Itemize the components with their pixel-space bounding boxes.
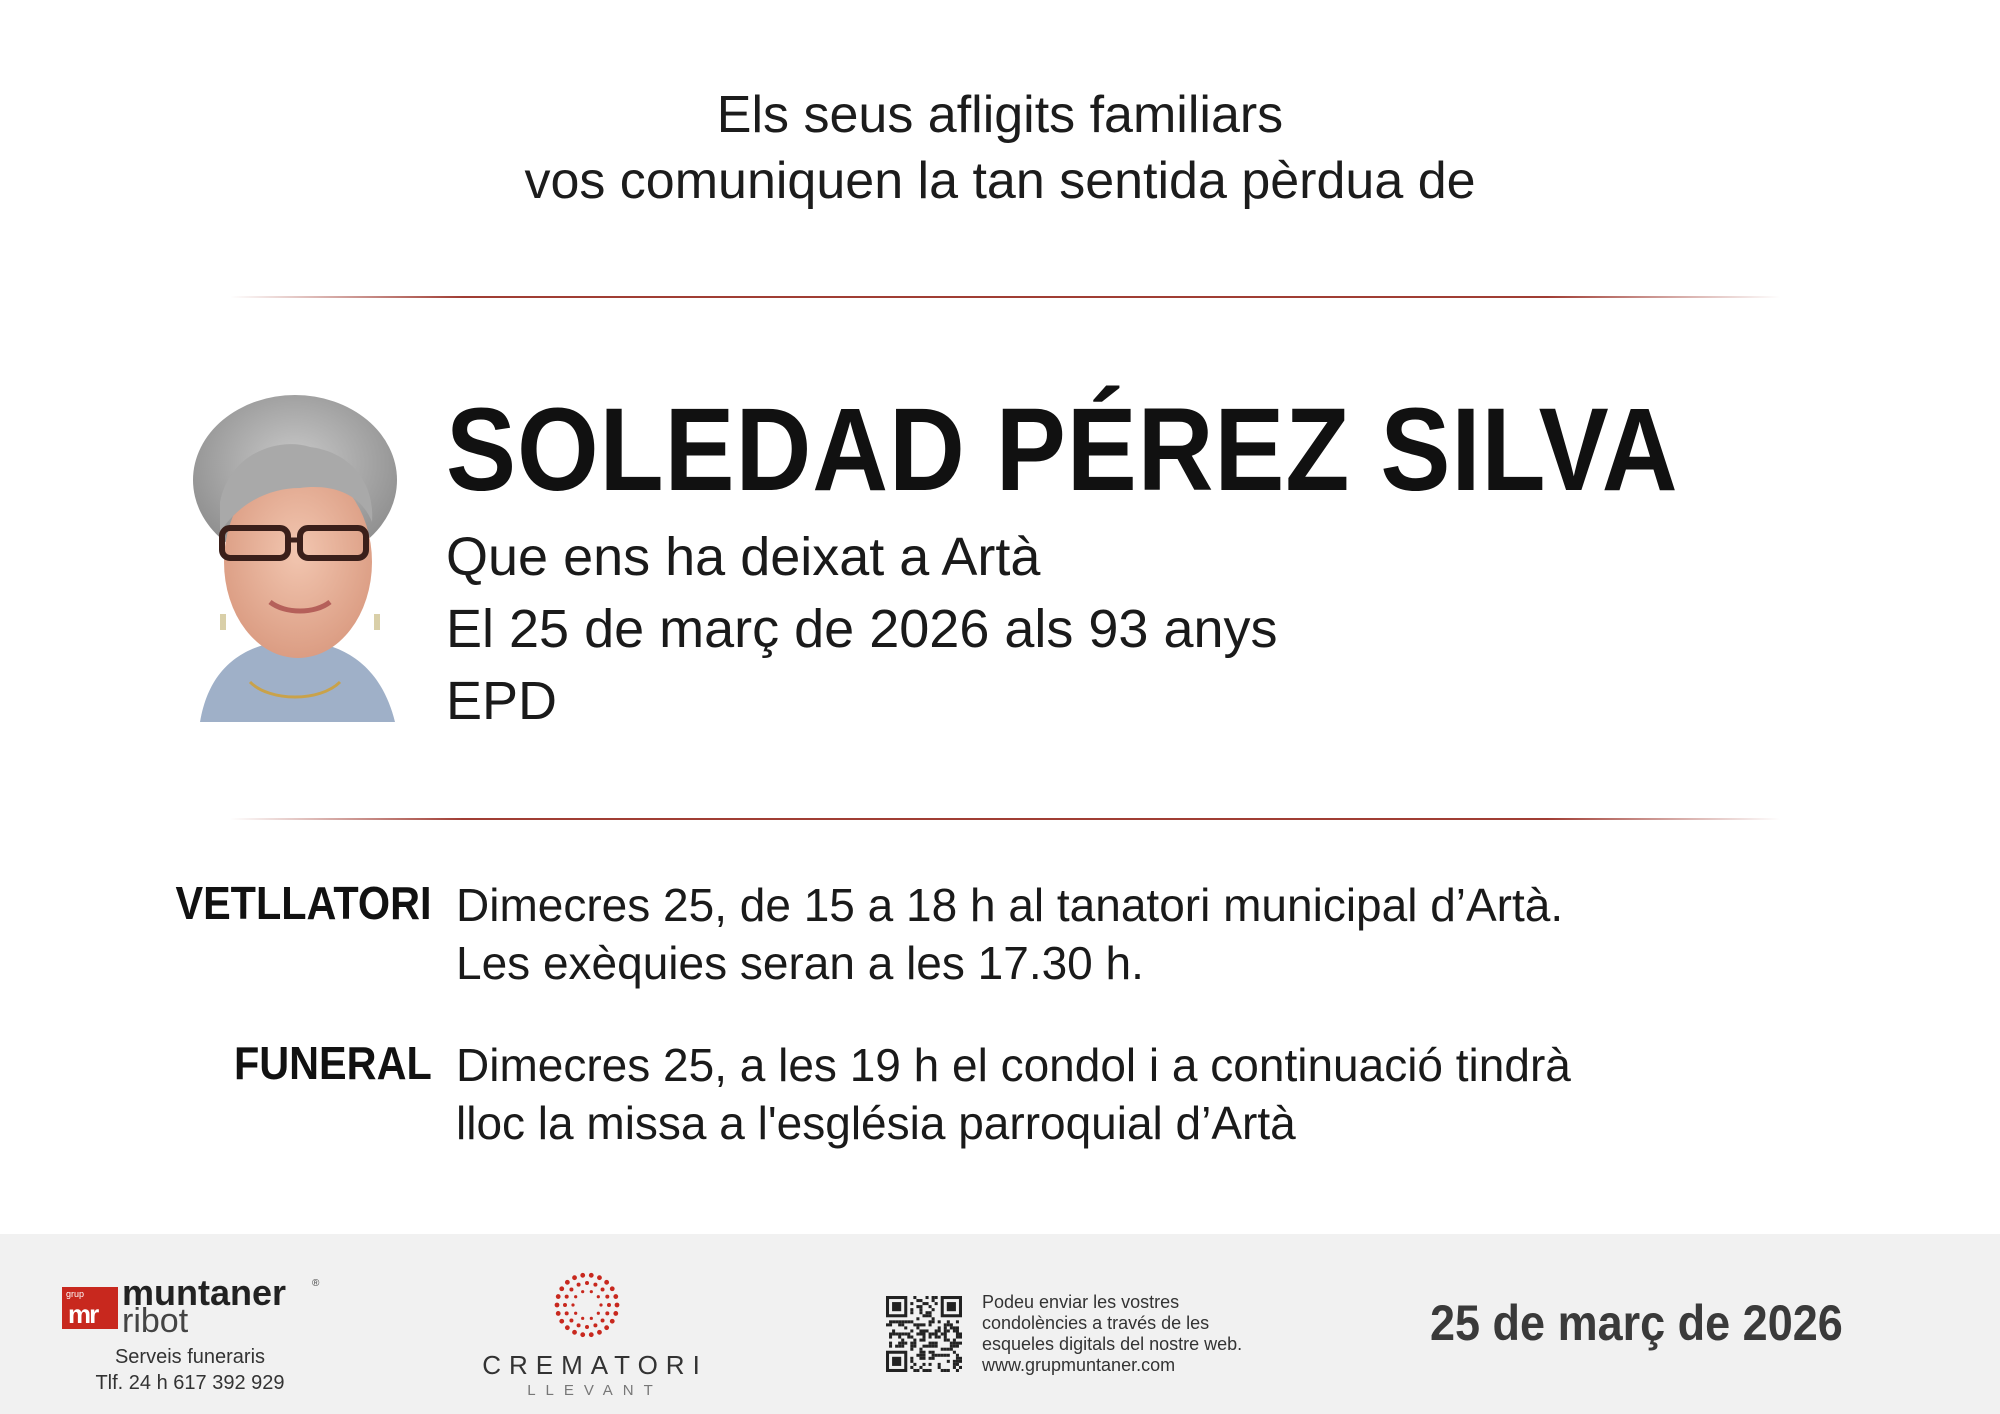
crematori-subtitle: LLEVANT [527, 1382, 663, 1399]
bottom-divider [230, 818, 1780, 820]
brand-name-line-2: ribot [122, 1302, 189, 1340]
intro-line-2: vos comuniquen la tan sentida pèrdua de [524, 152, 1476, 210]
footer-date: 25 de març de 2026 [1430, 1295, 1843, 1351]
deceased-name: SOLEDAD PÉREZ SILVA [446, 384, 1679, 516]
vetllatori-details [456, 876, 1563, 992]
top-divider [230, 296, 1780, 298]
crematori-name: CREMATORI [482, 1350, 708, 1380]
vetllatori-line-1: Dimecres 25, de 15 a 18 h al tanatori municipal d’Artà. [456, 879, 1564, 931]
vetllatori-label: VETLLATORI [175, 877, 432, 929]
condolences-line-2: condolències a través de les [982, 1313, 1210, 1333]
funeral-services-label: Serveis funeraris [114, 1346, 266, 1368]
deceased-place: Que ens ha deixat a Artà [446, 527, 1041, 587]
footer-bar [0, 1234, 2000, 1414]
intro-line-1: Els seus afligits familiars [716, 86, 1284, 144]
qr-code-icon[interactable] [886, 1296, 962, 1372]
intro-text [0, 82, 2000, 214]
condolences-line-1: Podeu enviar les vostres [982, 1292, 1180, 1312]
deceased-epd: EPD [446, 671, 558, 731]
funeral-line-2: lloc la missa a l'església parroquial d’Artà [456, 1097, 1296, 1149]
funeral-details [456, 1036, 1571, 1152]
funeral-phone: Tlf. 24 h 617 392 929 [95, 1372, 285, 1394]
funeral-line-1: Dimecres 25, a les 19 h el condol i a continuació tindrà [456, 1039, 1571, 1091]
deceased-date-age: El 25 de març de 2026 als 93 anys [446, 599, 1278, 659]
condolences-website-link[interactable]: www.grupmuntaner.com [982, 1355, 1176, 1375]
crematori-logo-icon [552, 1270, 622, 1340]
registered-mark: ® [312, 1278, 320, 1289]
logo-mark-text: mr [68, 1299, 98, 1329]
muntaner-ribot-logo-icon [62, 1287, 118, 1329]
funeral-label: FUNERAL [234, 1037, 432, 1089]
brand-name-line-1: muntaner [122, 1272, 287, 1313]
deceased-portrait [190, 392, 400, 737]
vetllatori-line-2: Les exèquies seran a les 17.30 h. [456, 937, 1144, 989]
condolences-text [982, 1292, 1322, 1376]
logo-grup-text: grup [66, 1289, 85, 1299]
condolences-line-3: esqueles digitals del nostre web. [982, 1334, 1243, 1354]
